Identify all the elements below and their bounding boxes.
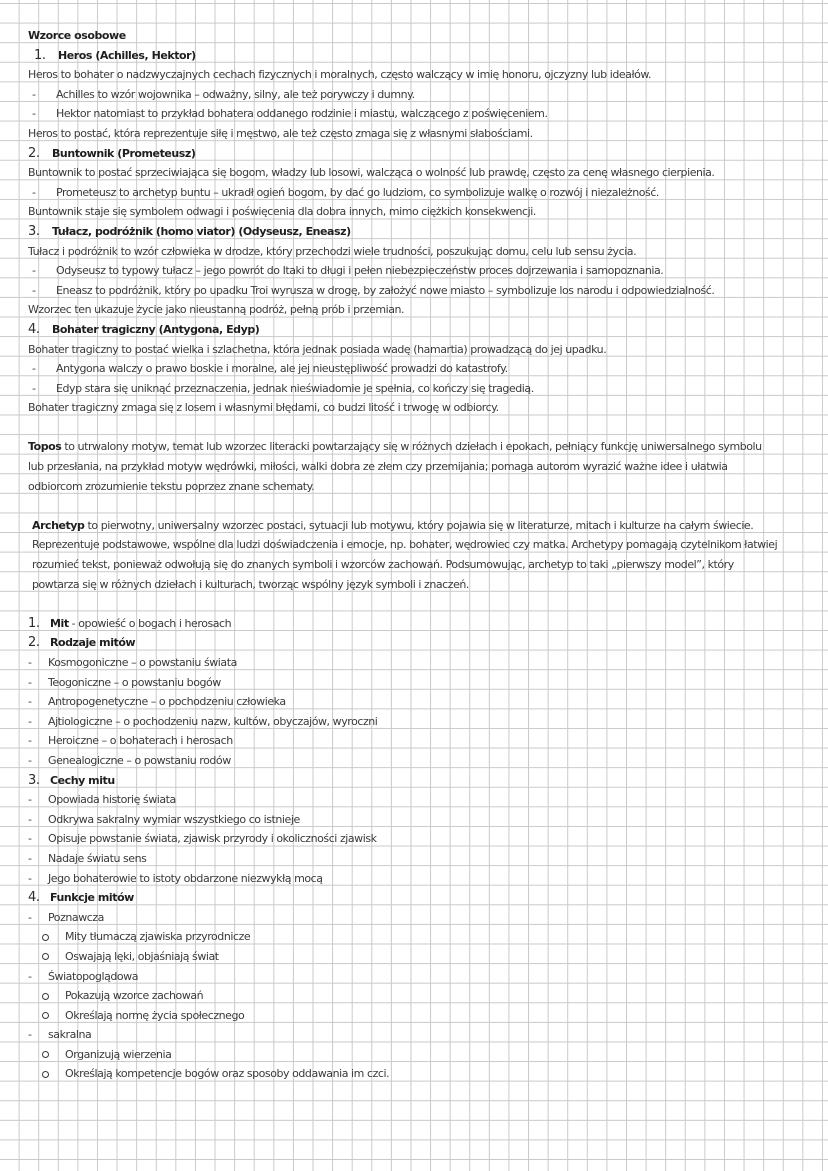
section-number: 4.	[28, 890, 40, 906]
definition-term: Mit	[50, 616, 69, 630]
list-item	[28, 85, 820, 105]
list-item	[28, 869, 820, 889]
section-number: 2.	[28, 635, 40, 651]
list-item-text: Achilles to wzór wojownika – odważny, silny, ale też porywczy i dumny.	[56, 87, 415, 101]
section-title: Heros (Achilles, Hektor)	[58, 48, 196, 62]
list-item-text: Opowiada historię świata	[48, 793, 176, 807]
dash-marker: -	[28, 851, 32, 865]
list-item	[28, 653, 820, 673]
list-item	[28, 751, 820, 771]
section-title: Buntownik (Prometeusz)	[52, 146, 196, 160]
spacer	[28, 594, 820, 614]
section-heading	[28, 46, 820, 66]
list-item-text: Eneasz to podróżnik, który po upadku Troi wyrusza w drogę, by założyć nowe miasto – symbolizuje los narodu i odpowiedzialność.	[56, 283, 715, 297]
dash-marker: -	[32, 381, 36, 395]
list-item	[28, 790, 820, 810]
sub-list-item	[28, 1006, 820, 1026]
dash-marker: -	[28, 675, 32, 689]
section-title: Tułacz, podróżnik (homo viator) (Odyseusz, Eneasz)	[52, 224, 351, 238]
list-item-text: Genealogiczne – o powstaniu rodów	[48, 753, 231, 767]
dash-marker: -	[28, 871, 32, 885]
section-title: Rodzaje mitów	[50, 636, 136, 650]
section-number: 1.	[28, 615, 40, 631]
dash-marker: -	[28, 793, 32, 807]
section-heading	[28, 771, 820, 791]
list-item	[28, 692, 820, 712]
dash-marker: -	[32, 264, 36, 278]
section-heading	[28, 320, 820, 340]
dash-marker: -	[28, 812, 32, 826]
definition-text: to utrwalony motyw, temat lub wzorzec literacki powtarzający się w różnych dziełach i epokach, pełniący funkcję uniwersalnego symbolu	[61, 440, 762, 454]
dash-marker: -	[32, 283, 36, 297]
section-heading	[28, 614, 820, 634]
section-heading	[28, 222, 820, 242]
dash-marker: -	[28, 734, 32, 748]
list-item-text: Jego bohaterowie to istoty obdarzone niezwykłą mocą	[48, 871, 323, 885]
list-item	[28, 712, 820, 732]
dash-marker: -	[28, 714, 32, 728]
list-item-text: Prometeusz to archetyp buntu – ukradł ogień bogom, by dać go ludziom, co symbolizuje walkę o rozwój i niezależność.	[56, 185, 659, 199]
list-item	[28, 359, 820, 379]
circle-bullet-icon	[42, 993, 49, 1000]
dash-marker: -	[28, 695, 32, 709]
list-item-text: Odyseusz to typowy tułacz – jego powrót do Itaki to długi i pełen niebezpieczeństw proces dojrzewania i samopoznania.	[56, 264, 664, 278]
page-title: Wzorce osobowe	[28, 29, 126, 42]
list-item	[28, 379, 820, 399]
dash-marker: -	[28, 753, 32, 767]
sub-list-item-text: Oswajają lęki, objaśniają świat	[65, 949, 219, 963]
section-title: Cechy mitu	[50, 773, 115, 787]
circle-bullet-icon	[42, 1051, 49, 1058]
section-heading	[28, 888, 820, 908]
list-item	[28, 908, 820, 928]
dash-marker: -	[28, 1028, 32, 1042]
list-item	[28, 731, 820, 751]
notes-page	[28, 26, 820, 1084]
dash-marker: -	[32, 87, 36, 101]
sub-list-item-text: Organizują wierzenia	[65, 1047, 172, 1061]
sub-list-item-text: Mity tłumaczą zjawiska przyrodnicze	[65, 930, 251, 944]
list-item	[28, 183, 820, 203]
definition-text: - opowieść o bogach i herosach	[68, 616, 232, 630]
definition-term: Topos	[28, 440, 62, 454]
list-item	[28, 104, 820, 124]
definition-line: Reprezentuje podstawowe, wspólne dla ludzi doświadczenia i emocje, np. bohater, wędrowiec czy matka. Archetypy pomagają czytelnikom łatwiej	[32, 538, 778, 552]
sub-list-item	[28, 1045, 820, 1065]
list-item-text: Opisuje powstanie świata, zjawisk przyrody i okoliczności zjawisk	[48, 832, 377, 846]
list-item-text: Światopoglądowa	[48, 969, 139, 983]
sub-list-item-text: Określają normę życia społecznego	[65, 1008, 245, 1022]
definition-line	[28, 437, 820, 457]
section-number: 3.	[28, 772, 40, 788]
definition-text: to pierwotny, uniwersalny wzorzec postaci, sytuacji lub motywu, który pojawia się w literaturze, mitach i kulturze na całym świecie.	[84, 518, 754, 532]
sub-list-item	[28, 986, 820, 1006]
section-number: 2.	[28, 145, 40, 161]
section-heading	[28, 633, 820, 653]
dash-marker: -	[28, 969, 32, 983]
sub-list-item	[28, 1064, 820, 1084]
list-item-text: Kosmogoniczne – o powstaniu świata	[48, 656, 237, 669]
section-title: Funkcje mitów	[50, 891, 134, 905]
circle-bullet-icon	[42, 1071, 49, 1078]
dash-marker: -	[28, 910, 32, 924]
paragraph-line: Buntownik to postać sprzeciwiająca się bogom, władzy lub losowi, walcząca o wolność lub prawdę, często za cenę własnego cierpienia.	[28, 166, 715, 180]
paragraph-line: Buntownik staje się symbolem odwagi i poświęcenia dla dobra innych, mimo ciężkich konsekwencji.	[28, 205, 536, 219]
definition-line: powtarza się w różnych dziełach i kulturach, tworząc wspólny język symboli i znaczeń.	[32, 577, 469, 591]
dash-marker: -	[32, 362, 36, 376]
list-item-text: sakralna	[48, 1028, 92, 1042]
definition-line	[28, 516, 820, 536]
definition-line: lub przesłania, na przykład motyw wędrówki, miłości, walki dobra ze złem czy przemijania; pomaga autorom wyrazić ważne idee i ułatwia	[28, 460, 728, 474]
section-title: Bohater tragiczny (Antygona, Edyp)	[52, 322, 260, 336]
sub-list-item-text: Określają kompetencje bogów oraz sposoby oddawania im czci.	[65, 1067, 390, 1081]
definition-line: rozumieć tekst, ponieważ odwołują się do znanych symboli i wzorców zachowań. Podsumowując, archetyp to taki „pierwszy model”, który	[32, 558, 734, 572]
section-heading	[28, 144, 820, 164]
sub-list-item	[28, 927, 820, 947]
list-item	[28, 261, 820, 281]
sub-list-item-text: Pokazują wzorce zachowań	[65, 989, 204, 1003]
list-item-text: Hektor natomiast to przykład bohatera oddanego rodzinie i miastu, walczącego z poświęceniem.	[56, 107, 548, 121]
list-item	[28, 673, 820, 693]
paragraph-line: Bohater tragiczny zmaga się z losem i własnymi błędami, co budzi litość i trwogę w odbiorcy.	[28, 401, 499, 415]
spacer	[28, 496, 820, 516]
list-item-text: Antropogenetyczne – o pochodzeniu człowieka	[48, 695, 286, 709]
list-item-text: Teogoniczne – o powstaniu bogów	[48, 675, 221, 689]
section-number: 3.	[28, 223, 40, 239]
dash-marker: -	[32, 107, 36, 121]
paragraph-line: Tułacz i podróżnik to wzór człowieka w drodze, który przechodzi wiele trudności, poszukując domu, celu lub sensu życia.	[28, 244, 637, 258]
circle-bullet-icon	[42, 1012, 49, 1019]
sub-list-item	[28, 947, 820, 967]
dash-marker: -	[28, 832, 32, 846]
list-item	[28, 849, 820, 869]
dash-marker: -	[32, 185, 36, 199]
list-item-text: Antygona walczy o prawo boskie i moralne, ale jej nieustępliwość prowadzi do katastrofy.	[56, 362, 508, 376]
list-item	[28, 829, 820, 849]
paragraph-line: Bohater tragiczny to postać wielka i szlachetna, która jednak posiada wadę (hamartia) prowadzącą do jej upadku.	[28, 342, 607, 356]
paragraph-line: Wzorzec ten ukazuje życie jako nieustanną podróż, pełną prób i przemian.	[28, 303, 405, 317]
list-item-text: Heroiczne – o bohaterach i herosach	[48, 734, 233, 748]
list-item-text: Poznawcza	[48, 910, 104, 924]
definition-line: odbiorcom zrozumienie tekstu poprzez znane schematy.	[28, 479, 315, 493]
list-item-text: Ajtiologiczne – o pochodzeniu nazw, kultów, obyczajów, wyroczni	[48, 714, 378, 728]
dash-marker: -	[28, 656, 32, 669]
definition-term: Archetyp	[32, 518, 85, 532]
paragraph-line: Heros to bohater o nadzwyczajnych cechach fizycznych i moralnych, często walczący w imię honoru, ojczyzny lub ideałów.	[28, 68, 652, 82]
list-item	[28, 1025, 820, 1045]
circle-bullet-icon	[42, 953, 49, 960]
section-number: 1.	[34, 47, 46, 63]
circle-bullet-icon	[42, 934, 49, 941]
list-item	[28, 810, 820, 830]
list-item-text: Odkrywa sakralny wymiar wszystkiego co istnieje	[48, 812, 300, 826]
spacer	[28, 418, 820, 438]
paragraph-line: Heros to postać, która reprezentuje siłę i męstwo, ale też często zmaga się z własnymi słabościami.	[28, 126, 533, 140]
list-item	[28, 967, 820, 987]
list-item-text: Nadaje światu sens	[48, 851, 147, 865]
section-number: 4.	[28, 321, 40, 337]
list-item-text: Edyp stara się uniknąć przeznaczenia, jednak nieświadomie je spełnia, co kończy się tragedią.	[56, 381, 534, 395]
list-item	[28, 281, 820, 301]
